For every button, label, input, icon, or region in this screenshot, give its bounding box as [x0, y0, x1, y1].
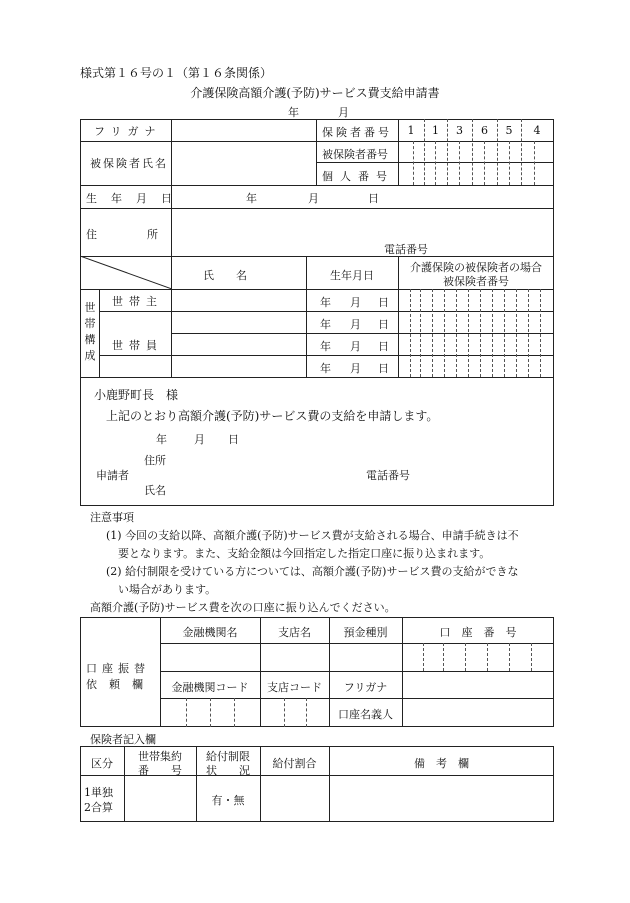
category-option-2: 2合算 — [84, 801, 113, 814]
institution-name-input[interactable] — [162, 645, 258, 669]
household-vertical-label: 世 帯 構 成 — [84, 301, 96, 362]
bank-section-label-line1: 口座振替 — [86, 662, 150, 675]
insurer-digit: 3 — [456, 124, 463, 137]
birth-date-label: 生年月日 — [86, 192, 186, 205]
note-1-line1: (1) 今回の支給以降、高額介護(予防)サービス費が支給される場合、申請手続きは不 — [106, 529, 519, 542]
furigana-header: フリガナ — [343, 681, 388, 694]
account-furigana-input[interactable] — [404, 673, 552, 697]
household-summary-header-line1: 世帯集約 — [138, 750, 182, 763]
deposit-type-header: 預金種別 — [343, 626, 388, 639]
document-title: 介護保険高額介護(予防)サービス費支給申請書 — [190, 86, 440, 100]
header-month-label: 月 — [338, 106, 349, 119]
insurer-digit: 4 — [533, 124, 541, 137]
insured-name-input[interactable] — [174, 144, 314, 184]
benefit-limit-header-line1: 給付制限 — [206, 750, 250, 763]
note-2-line2: い場合があります。 — [118, 583, 217, 596]
phone-label: 電話番号 — [384, 243, 428, 256]
bank-section-label-line2: 依頼欄 — [86, 678, 155, 691]
insured-name-label: 被保険者氏名 — [90, 157, 168, 170]
header-year-label: 年 — [288, 106, 299, 119]
household-birth-header: 生年月日 — [330, 269, 374, 282]
account-number-header: 口 座 番 号 — [439, 626, 517, 639]
address-input[interactable] — [174, 211, 552, 239]
account-holder-input[interactable] — [404, 700, 552, 725]
benefit-limit-header-line2: 状 況 — [206, 764, 250, 777]
benefit-limit-value: 有・無 — [211, 794, 245, 807]
branch-name-header: 支店名 — [278, 626, 311, 639]
personal-number-input[interactable] — [400, 164, 552, 184]
insurer-digit: 5 — [505, 124, 513, 137]
furigana-label: フリガナ — [94, 125, 162, 138]
applicant-address-label: 住所 — [144, 454, 166, 467]
insurer-digit: 1 — [407, 124, 415, 137]
address-label: 住所 — [86, 228, 208, 241]
note-1-line2: 要となります。また、支給金額は今回指定した指定口座に振り込まれます。 — [118, 547, 491, 560]
birth-year-label: 年 — [246, 192, 257, 205]
household-head-label: 世帯主 — [112, 295, 163, 308]
category-option-1: 1単独 — [84, 786, 113, 799]
account-holder-header: 口座名義人 — [338, 708, 393, 721]
account-number-input[interactable] — [404, 645, 552, 669]
application-month-label: 月 — [194, 433, 205, 446]
branch-code-header: 支店コード — [267, 681, 322, 694]
birth-day-label: 日 — [368, 192, 379, 205]
deposit-type-input[interactable] — [331, 645, 400, 669]
diagonal-line — [80, 256, 172, 289]
insurer-section-heading: 保険者記入欄 — [90, 733, 156, 746]
institution-name-header: 金融機関名 — [182, 626, 238, 639]
form-number: 様式第１６号の１（第１６条関係） — [80, 66, 273, 80]
insured-number-label: 被保険者番号 — [322, 148, 388, 161]
transfer-intro: 高額介護(予防)サービス費を次の口座に振り込んでください。 — [90, 601, 396, 614]
branch-name-input[interactable] — [262, 645, 327, 669]
benefit-ratio-header: 給付割合 — [272, 757, 317, 770]
household-name-header: 氏 名 — [203, 269, 247, 282]
notes-heading: 注意事項 — [90, 511, 134, 524]
applicant-phone-label: 電話番号 — [366, 469, 410, 482]
furigana-input[interactable] — [174, 122, 314, 140]
birth-date-input[interactable] — [174, 188, 552, 206]
household-insured-header-line1: 介護保険の被保険者の場合 — [410, 261, 542, 274]
remarks-header: 備 考 欄 — [414, 757, 469, 770]
household-insured-header-line2: 被保険者番号 — [443, 275, 509, 288]
household-member-label: 世帯員 — [112, 339, 163, 352]
insurer-number-label: 保険者番号 — [322, 126, 392, 139]
category-header: 区分 — [91, 757, 113, 770]
application-year-label: 年 — [156, 433, 167, 446]
birth-month-label: 月 — [308, 192, 319, 205]
applicant-name-label: 氏名 — [144, 484, 166, 497]
institution-code-header: 金融機関コード — [171, 681, 249, 694]
application-statement: 上記のとおり高額介護(予防)サービス費の支給を申請します。 — [106, 409, 439, 423]
addressee: 小鹿野町長 様 — [94, 388, 179, 402]
note-2-line1: (2) 給付制限を受けている方については、高額介護(予防)サービス費の支給ができな — [106, 565, 519, 578]
household-summary-header-line2: 番 号 — [138, 764, 182, 777]
insurer-digit: 1 — [432, 124, 439, 137]
insured-number-input[interactable] — [400, 143, 552, 161]
personal-number-label: 個人番号 — [322, 170, 394, 183]
application-day-label: 日 — [228, 433, 239, 446]
applicant-label: 申請者 — [96, 469, 129, 482]
insurer-digit: 6 — [481, 124, 488, 137]
